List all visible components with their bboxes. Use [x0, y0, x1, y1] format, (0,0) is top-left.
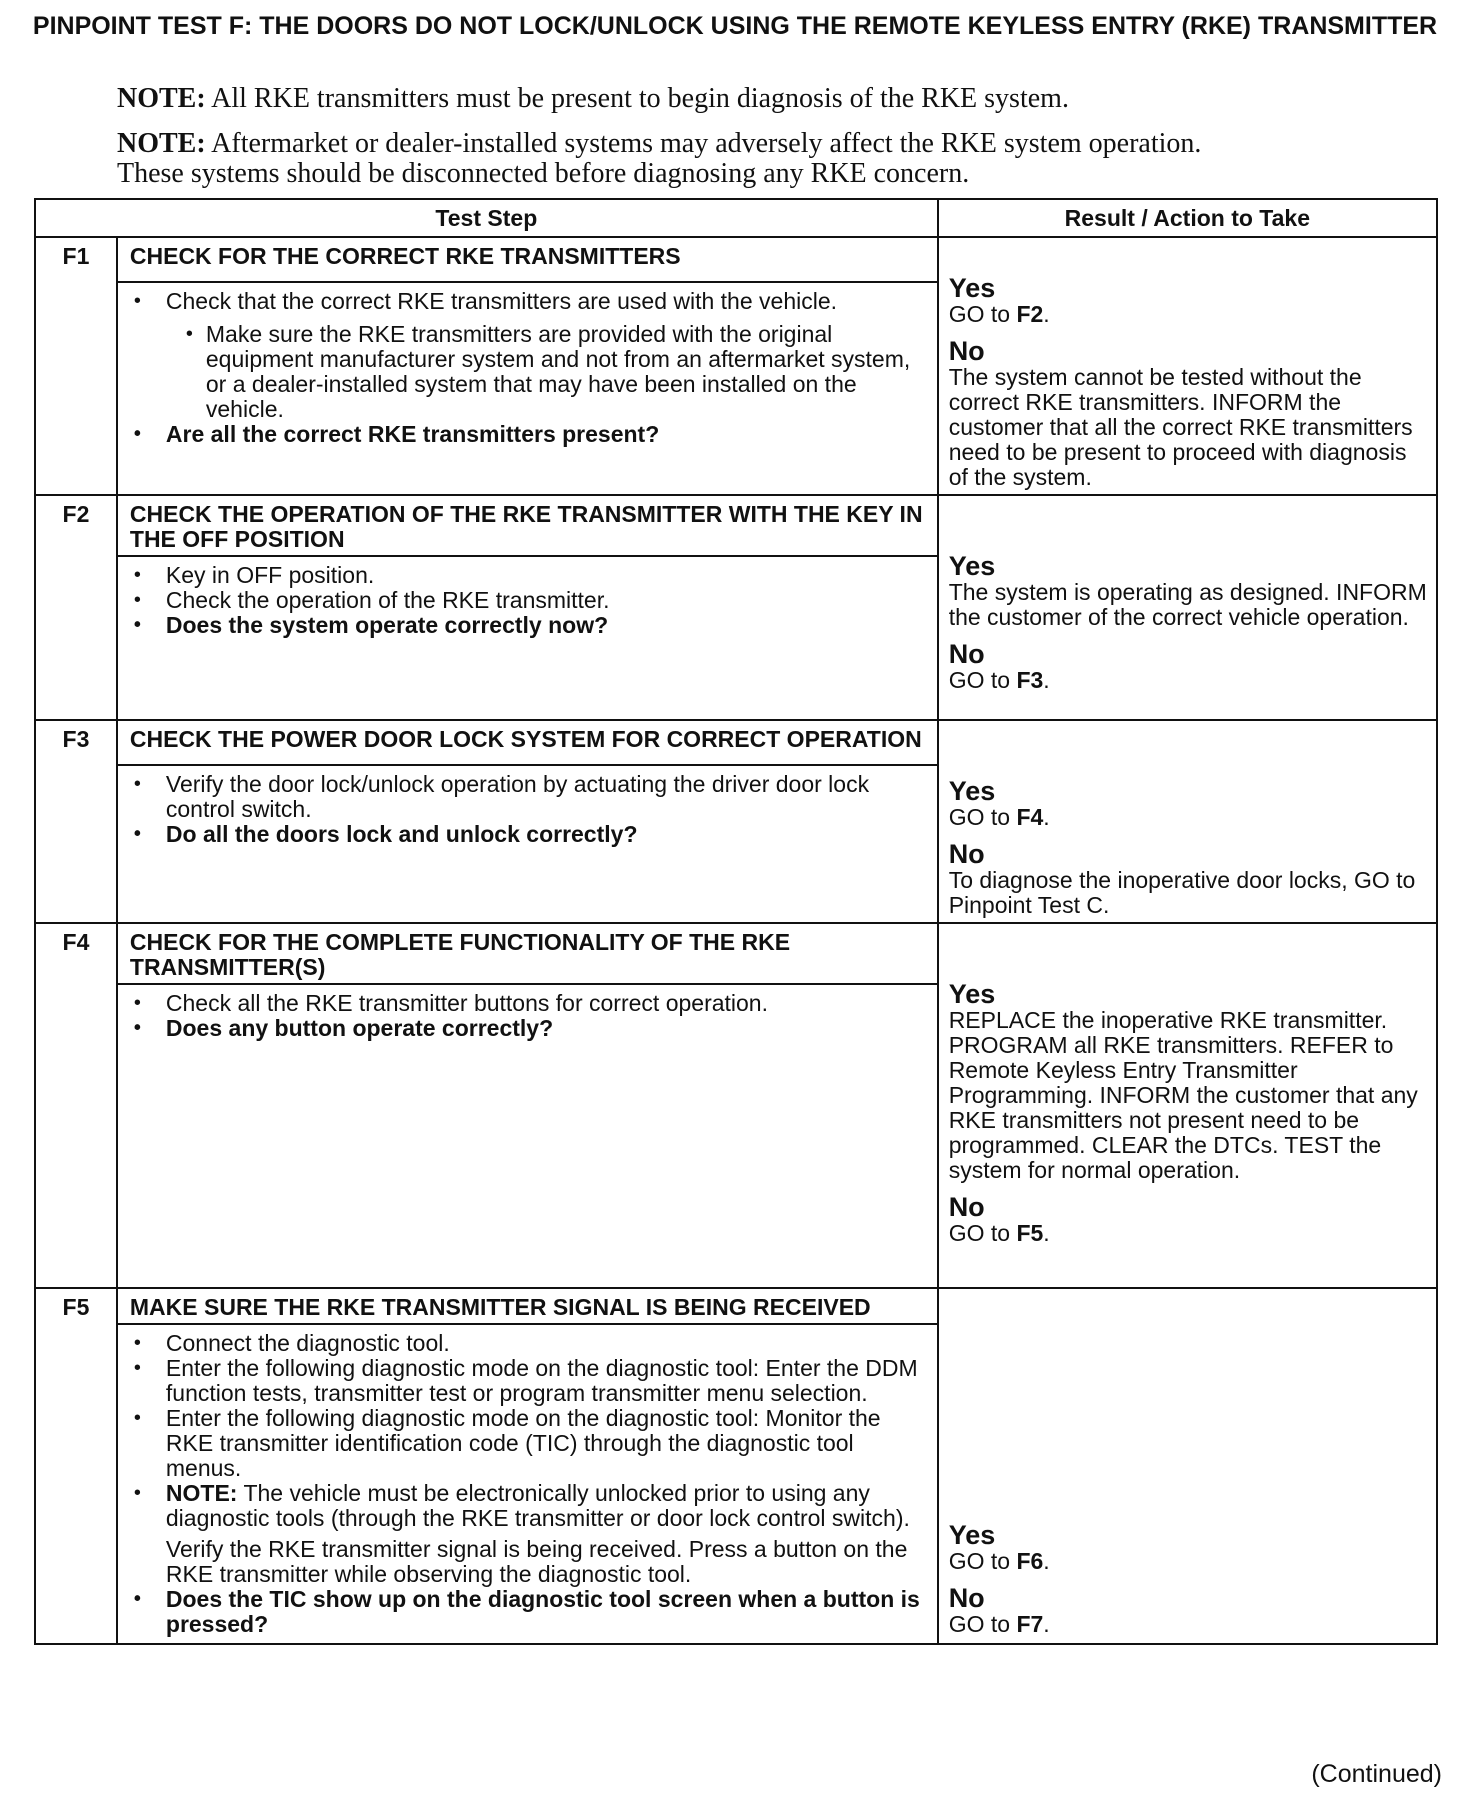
step-heading: CHECK FOR THE COMPLETE FUNCTIONALITY OF THE RKE TRANSMITTER(S)	[117, 923, 938, 984]
step-heading: CHECK FOR THE CORRECT RKE TRANSMITTERS	[117, 237, 938, 282]
yes-action: GO to F4.	[948, 804, 1050, 830]
no-action: GO to F7.	[948, 1611, 1050, 1637]
list-item: • Enter the following diagnostic mode on the diagnostic tool: Enter the DDM function tests, transmitter test or program transmitter menu selection.	[130, 1356, 927, 1406]
step-heading: CHECK THE OPERATION OF THE RKE TRANSMITTER WITH THE KEY IN THE OFF POSITION	[117, 495, 938, 556]
yes-action: GO to F6.	[948, 1548, 1050, 1574]
yes-action: The system is operating as designed. INFORM the customer of the correct vehicle operation.	[948, 579, 1427, 630]
header-test-step: Test Step	[35, 199, 938, 237]
step-body	[117, 765, 938, 923]
list-item-sub: • Make sure the RKE transmitters are provided with the original equipment manufacturer system and not from an aftermarket system, or a dealer-installed system that may have been installed on the vehicle.	[130, 322, 927, 422]
step-f3-heading-row	[35, 720, 1437, 765]
note-text: Aftermarket or dealer-installed systems may adversely affect the RKE system operation. These systems should be disconnected before diagnosing any RKE concern.	[117, 128, 1202, 189]
step-f4-result	[938, 923, 1437, 1288]
no-label: No	[948, 1583, 985, 1613]
page-title: PINPOINT TEST F: THE DOORS DO NOT LOCK/UNLOCK USING THE REMOTE KEYLESS ENTRY (RKE) TRANSMITTER	[32, 12, 1438, 40]
no-action: GO to F5.	[948, 1220, 1050, 1246]
no-action: The system cannot be tested without the correct RKE transmitters. INFORM the customer that all the correct RKE transmitters need to be present to proceed with diagnosis of the system.	[948, 364, 1413, 490]
step-id: F2	[35, 495, 117, 556]
step-f5-result	[938, 1288, 1437, 1644]
no-label: No	[948, 336, 985, 366]
step-body	[117, 556, 938, 720]
step-body	[117, 282, 938, 495]
step-question: • Does the TIC show up on the diagnostic tool screen when a button is pressed?	[130, 1587, 927, 1637]
list-item: • Key in OFF position.	[130, 563, 927, 588]
list-item: • Check all the RKE transmitter buttons for correct operation.	[130, 991, 927, 1016]
step-id: F3	[35, 720, 117, 765]
step-id: F1	[35, 237, 117, 282]
yes-action: GO to F2.	[948, 301, 1050, 327]
step-f4-heading-row	[35, 923, 1437, 984]
step-question: • Does any button operate correctly?	[130, 1016, 927, 1041]
header-result: Result / Action to Take	[938, 199, 1437, 237]
step-f1-heading-row	[35, 237, 1437, 282]
step-body	[117, 984, 938, 1288]
step-f1-result	[938, 237, 1437, 495]
list-item: • Check the operation of the RKE transmitter.	[130, 588, 927, 613]
no-action: GO to F3.	[948, 667, 1050, 693]
no-action: To diagnose the inoperative door locks, GO to Pinpoint Test C.	[948, 867, 1416, 918]
step-f5-heading-row	[35, 1288, 1437, 1324]
continued-label: (Continued)	[1311, 1760, 1442, 1788]
list-item: Verify the RKE transmitter signal is being received. Press a button on the RKE transmitter while observing the diagnostic tool.	[165, 1536, 908, 1587]
no-label: No	[948, 639, 985, 669]
note-label: NOTE:	[117, 83, 206, 114]
step-question: • Does the system operate correctly now?	[130, 613, 927, 638]
yes-action: REPLACE the inoperative RKE transmitter. PROGRAM all RKE transmitters. REFER to Remote Keyless Entry Transmitter Programming. INFORM the customer that any RKE transmitters not present need to be programmed. CLEAR the DTCs. TEST the system for normal operation.	[948, 1007, 1418, 1183]
yes-label: Yes	[948, 979, 996, 1009]
step-f2-heading-row	[35, 495, 1437, 556]
yes-label: Yes	[948, 273, 996, 303]
list-item: • Check that the correct RKE transmitters are used with the vehicle.	[130, 289, 927, 314]
note-text: All RKE transmitters must be present to begin diagnosis of the RKE system.	[211, 83, 1069, 114]
yes-label: Yes	[948, 551, 996, 581]
step-id: F5	[35, 1288, 117, 1324]
no-label: No	[948, 839, 985, 869]
step-f2-result	[938, 495, 1437, 720]
pinpoint-test-table	[34, 198, 1438, 1645]
step-question: • Do all the doors lock and unlock correctly?	[130, 822, 927, 847]
step-id: F4	[35, 923, 117, 984]
yes-label: Yes	[948, 776, 996, 806]
step-heading: CHECK THE POWER DOOR LOCK SYSTEM FOR CORRECT OPERATION	[117, 720, 938, 765]
note-aftermarket	[117, 129, 1257, 189]
list-item: • Connect the diagnostic tool.	[130, 1331, 927, 1356]
step-body	[117, 1324, 938, 1644]
list-item-note: • NOTE: The vehicle must be electronically unlocked prior to using any diagnostic tools (through the RKE transmitter or door lock control switch).	[130, 1481, 927, 1531]
list-item: • Enter the following diagnostic mode on the diagnostic tool: Monitor the RKE transmitter identification code (TIC) through the diagnostic tool menus.	[130, 1406, 927, 1481]
step-question: • Are all the correct RKE transmitters present?	[130, 422, 927, 447]
no-label: No	[948, 1192, 985, 1222]
yes-label: Yes	[948, 1520, 996, 1550]
table-header-row	[35, 199, 1437, 237]
step-f3-result	[938, 720, 1437, 923]
note-rke-present	[117, 84, 1257, 114]
step-heading: MAKE SURE THE RKE TRANSMITTER SIGNAL IS BEING RECEIVED	[117, 1288, 938, 1324]
note-label: NOTE:	[117, 128, 206, 159]
list-item: • Verify the door lock/unlock operation by actuating the driver door lock control switch.	[130, 772, 927, 822]
